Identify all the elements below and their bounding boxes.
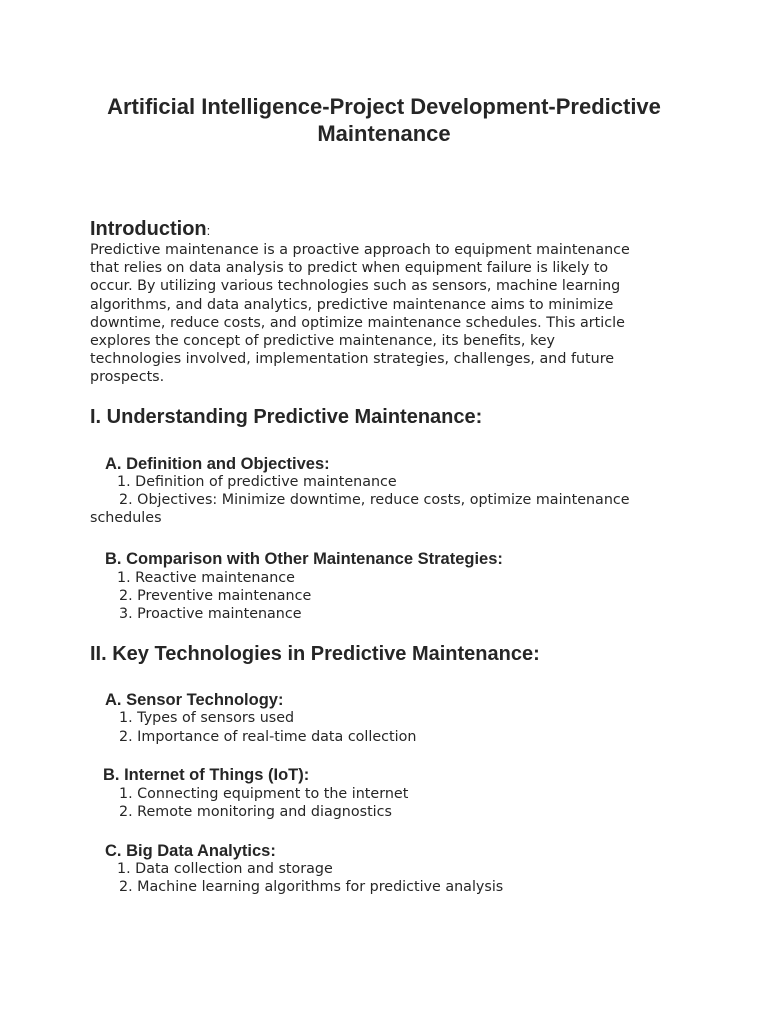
- section-2-sub-b-item-1: 1. Connecting equipment to the internet: [119, 786, 409, 802]
- section-1-heading: I. Understanding Predictive Maintenance:: [90, 406, 483, 428]
- section-2-sub-c-heading: C. Big Data Analytics:: [105, 842, 276, 860]
- section-2-heading: II. Key Technologies in Predictive Maintenance:: [90, 643, 540, 665]
- section-2-sub-a-item-1: 1. Types of sensors used: [119, 710, 295, 726]
- section-2-sub-a-heading: A. Sensor Technology:: [105, 691, 284, 709]
- document-title: Artificial Intelligence-Project Development-Predictive Maintenance: [107, 94, 661, 146]
- intro-paragraph: Predictive maintenance is a proactive approach to equipment maintenance that relies on data analysis to predict when equipment failure is likely to occur. By utilizing various technologies such as sensors, machine learning algorithms, and data analytics, predictive maintenance aims to minimize downtime, reduce costs, and optimize maintenance schedules. This article explores the concept of predictive maintenance, its benefits, key technologies involved, implementation strategies, challenges, and future prospects.: [90, 242, 630, 386]
- section-2-sub-a-item-2: 2. Importance of real-time data collection: [119, 729, 417, 745]
- intro-heading-line: [90, 217, 210, 243]
- section-2-sub-b-heading: B. Internet of Things (IoT):: [103, 766, 310, 784]
- intro-heading: Introduction: [90, 218, 207, 240]
- section-1-sub-b-item-3: 3. Proactive maintenance: [119, 606, 302, 622]
- section-1-sub-b-item-2: 2. Preventive maintenance: [119, 588, 312, 604]
- section-2-sub-c-item-1: 1. Data collection and storage: [117, 861, 333, 877]
- section-2-sub-c-item-2: 2. Machine learning algorithms for predictive analysis: [119, 879, 504, 895]
- section-1-sub-a-item-2: 2. Objectives: Minimize downtime, reduce costs, optimize maintenance: [119, 492, 630, 508]
- section-1-sub-a-item-2-cont: schedules: [90, 510, 162, 526]
- section-1-sub-b-heading: B. Comparison with Other Maintenance Strategies:: [105, 550, 503, 568]
- intro-heading-colon: :: [206, 223, 211, 238]
- section-1-sub-a-heading: A. Definition and Objectives:: [105, 455, 330, 473]
- section-1-sub-a-item-1: 1. Definition of predictive maintenance: [117, 474, 397, 490]
- section-2-sub-b-item-2: 2. Remote monitoring and diagnostics: [119, 804, 392, 820]
- section-1-sub-b-item-1: 1. Reactive maintenance: [117, 570, 295, 586]
